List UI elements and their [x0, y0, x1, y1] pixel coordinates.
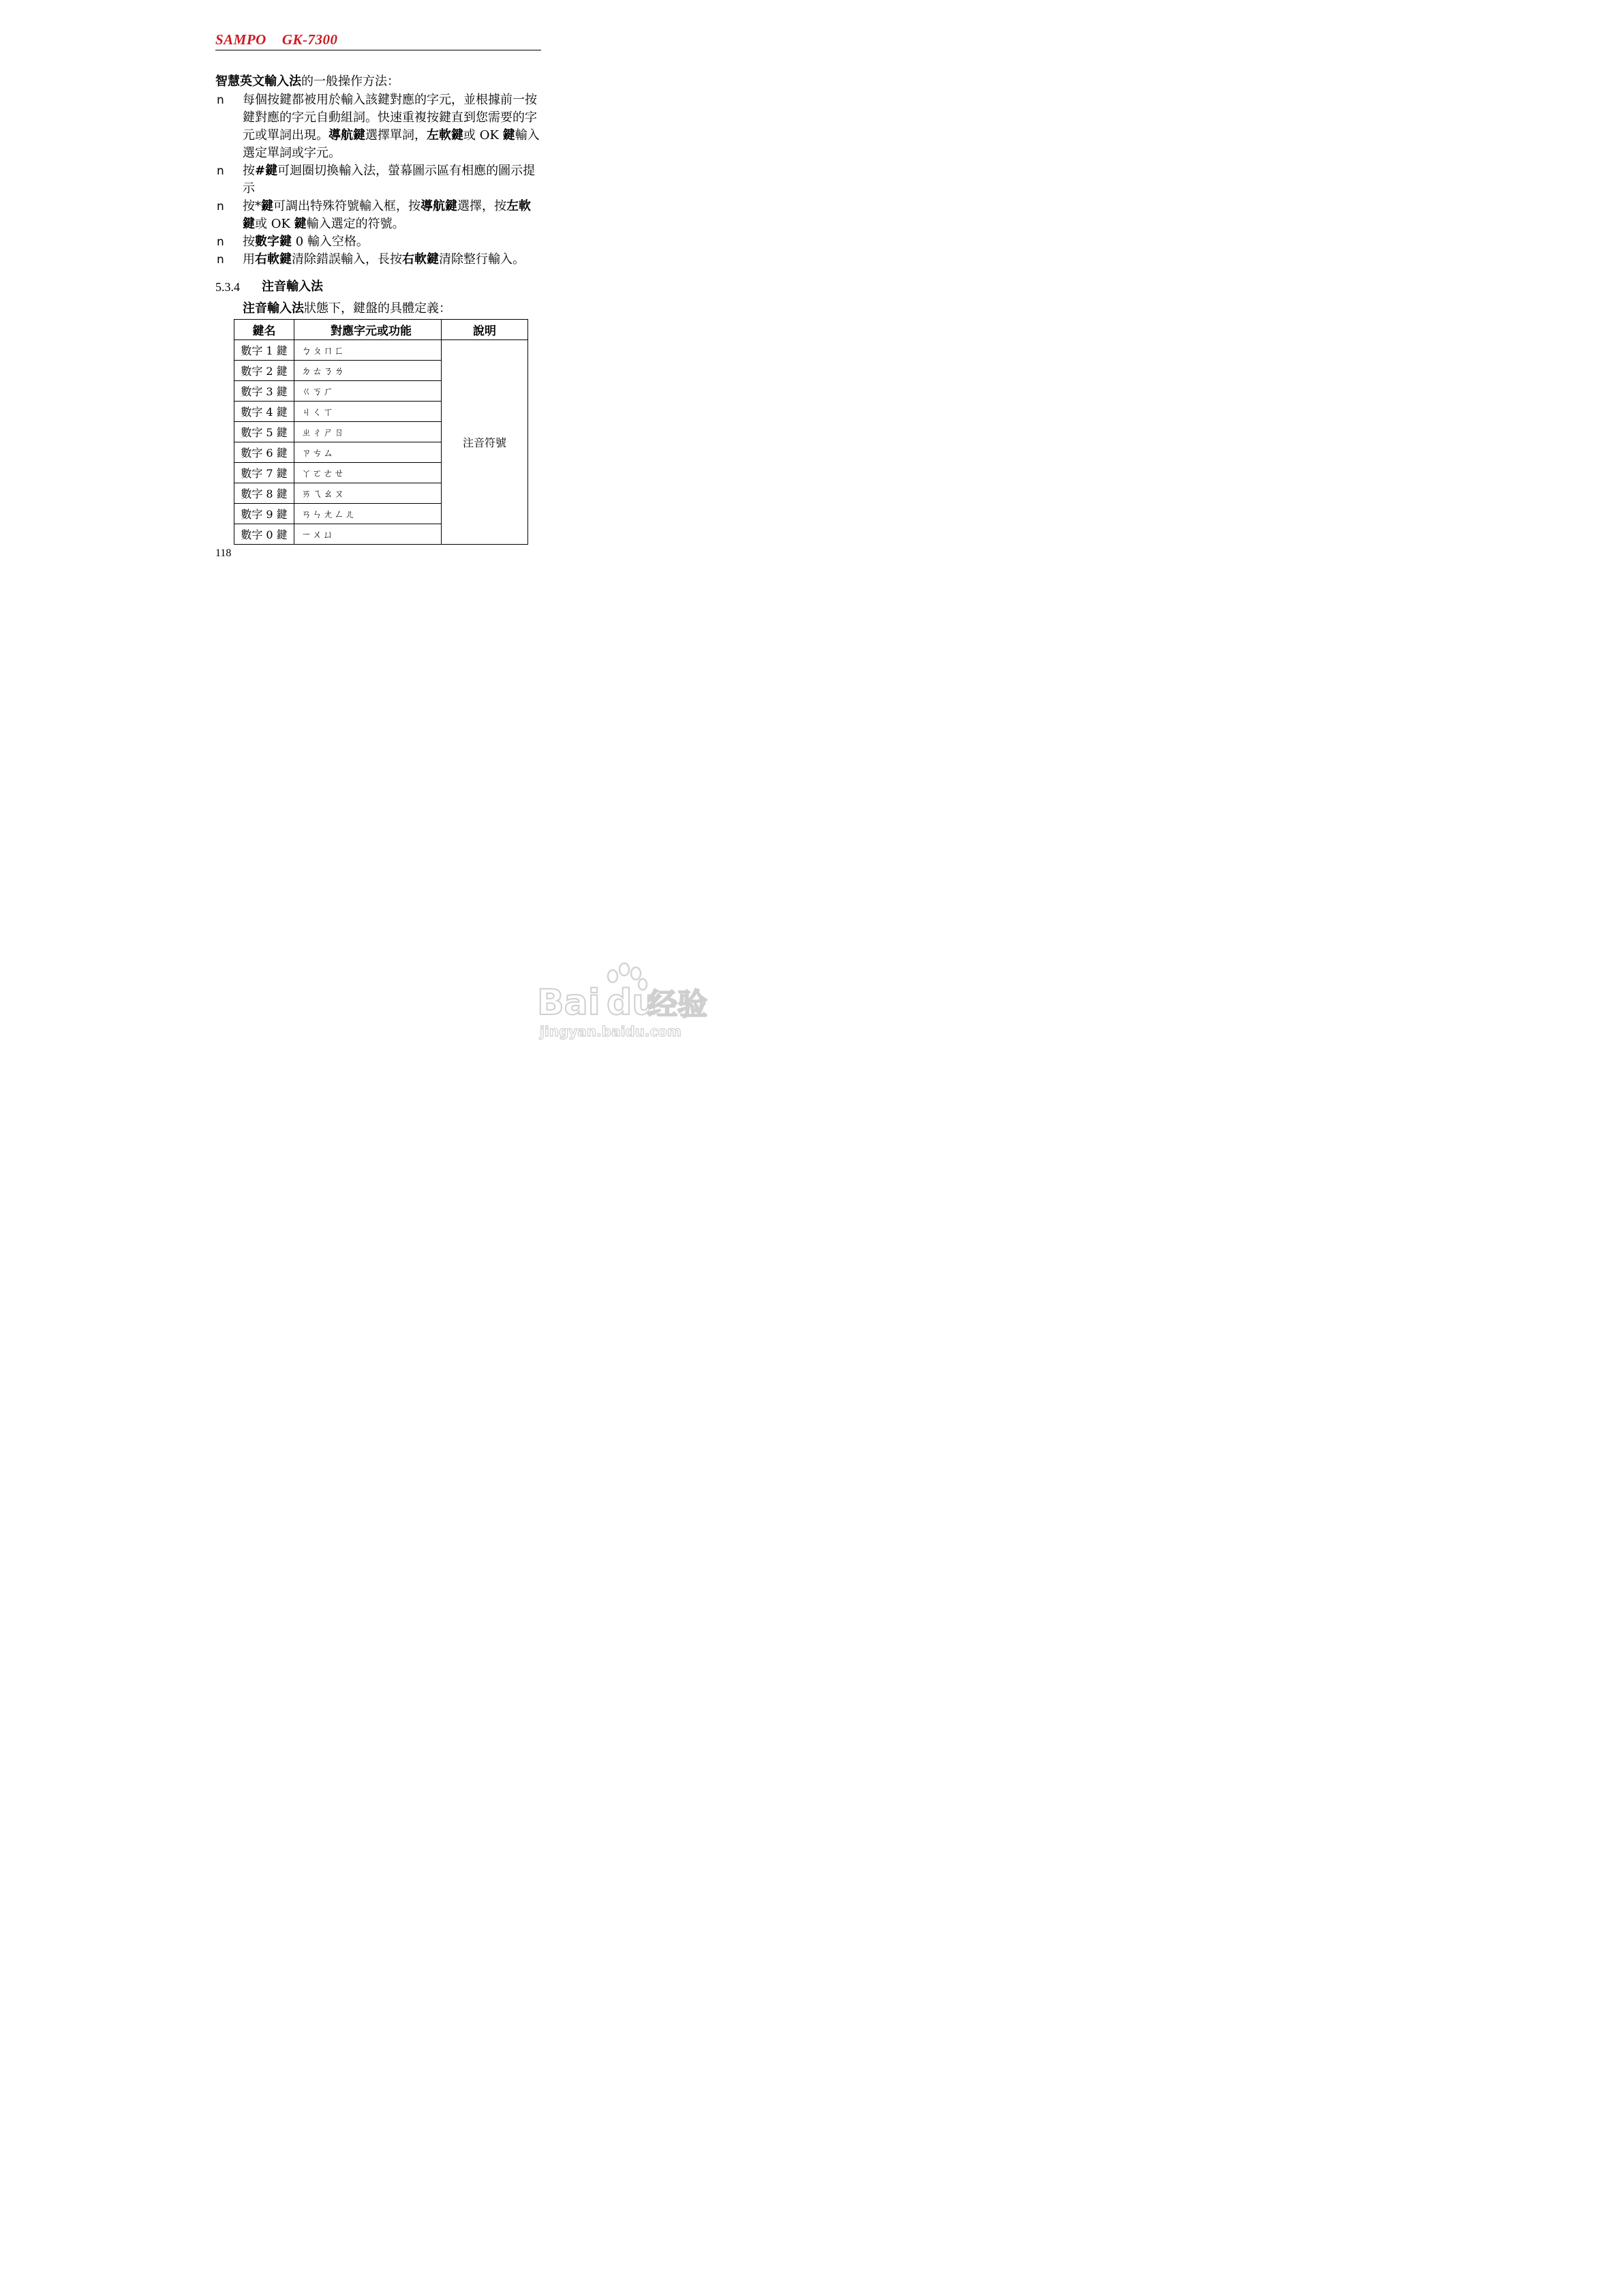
bullet-bold: 右軟鍵 [255, 252, 292, 267]
bullet-text: 0 輸入空格。 [292, 235, 369, 249]
table-intro-bold: 注音輸入法 [243, 301, 304, 316]
key-name-cell: 數字 6 鍵 [234, 442, 294, 463]
chars-cell: ㄅㄆㄇㄈ [294, 340, 442, 361]
bullet-item-5 [215, 251, 541, 269]
bullet-text: 選擇，按 [457, 199, 506, 213]
bullet-bold: 鍵 [261, 199, 273, 213]
bullet-bold: 鍵 [294, 217, 307, 231]
watermark-url: jingyan.baidu.com [540, 1023, 682, 1040]
bullet-text: 或 OK [255, 217, 294, 231]
keypad-table [234, 319, 528, 545]
bullet-text: 或 OK [463, 128, 503, 142]
key-name-cell: 數字 5 鍵 [234, 422, 294, 442]
bullet-text: 選擇單詞， [365, 128, 427, 142]
bullet-text: 按 [243, 235, 255, 249]
chars-cell: ㄗㄘㄙ [294, 442, 442, 463]
bullet-text: 按 [243, 164, 255, 178]
bullet-bold: #鍵 [255, 164, 278, 178]
bullet-text: 按* [243, 199, 261, 213]
section-heading [215, 278, 323, 297]
table-intro-rest: 狀態下，鍵盤的具體定義： [304, 301, 451, 316]
chars-cell: ㄐㄑㄒ [294, 402, 442, 422]
col-header-note: 說明 [442, 320, 528, 340]
bullet-text: 可調出特殊符號輸入框，按 [273, 199, 420, 213]
section-title: 注音輸入法 [262, 280, 323, 294]
bullet-text: 用 [243, 252, 255, 267]
intro-paragraph [215, 73, 399, 91]
bullet-mark: n [217, 253, 224, 267]
bullet-bold: 鍵 [502, 128, 515, 142]
intro-rest: 的一般操作方法： [301, 74, 399, 89]
bullet-bold: 右軟鍵 [402, 252, 439, 267]
bullet-bold: 左軟鍵 [243, 199, 531, 231]
bullet-mark: n [217, 164, 224, 178]
watermark-text-jingyan: 经验 [647, 987, 707, 1022]
bullet-mark: n [217, 93, 224, 107]
bullet-bold: 導航鍵 [328, 128, 365, 142]
note-cell: 注音符號 [442, 340, 528, 545]
key-name-cell: 數字 3 鍵 [234, 381, 294, 402]
chars-cell: ㄞㄟㄠㄡ [294, 483, 442, 504]
col-header-chars: 對應字元或功能 [294, 320, 442, 340]
key-name-cell: 數字 1 鍵 [234, 340, 294, 361]
bullet-bold: 數字鍵 [255, 235, 292, 249]
page-number: 118 [215, 547, 232, 559]
watermark-text-bai: Bai [537, 982, 600, 1023]
bullet-text: 輸入選定的符號。 [306, 217, 405, 231]
intro-bold: 智慧英文輸入法 [215, 74, 301, 89]
table-intro [243, 300, 451, 318]
bullet-bold: 導航鍵 [420, 199, 457, 213]
bullet-mark: n [217, 200, 224, 213]
key-name-cell: 數字 8 鍵 [234, 483, 294, 504]
bullet-text: 輸入選定單詞或字元。 [243, 128, 540, 160]
bullet-text: 清除錯誤輸入，長按 [292, 252, 402, 267]
chars-cell: ㄍㄎㄏ [294, 381, 442, 402]
baidu-watermark-logo [536, 954, 713, 1043]
bullet-mark: n [217, 235, 224, 249]
bullet-item-2 [215, 162, 541, 198]
section-number: 5.3.4 [215, 280, 240, 294]
watermark-text-du: du [607, 982, 658, 1023]
bullet-text: 可迴圈切換輸入法，螢幕圖示區有相應的圖示提示 [243, 164, 536, 196]
table-row [234, 340, 528, 361]
bullet-text: 清除整行輸入。 [439, 252, 525, 267]
bullet-item-4 [215, 233, 541, 251]
key-name-cell: 數字 2 鍵 [234, 361, 294, 381]
chars-cell: ㄢㄣㄤㄥㄦ [294, 504, 442, 524]
key-name-cell: 數字 9 鍵 [234, 504, 294, 524]
key-name-cell: 數字 4 鍵 [234, 402, 294, 422]
bullet-item-3 [215, 198, 541, 233]
chars-cell: ㄧㄨㄩ [294, 524, 442, 545]
key-name-cell: 數字 0 鍵 [234, 524, 294, 545]
chars-cell: ㄚㄛㄜㄝ [294, 463, 442, 483]
header-title: SAMPO GK-7300 [215, 31, 338, 48]
table-header-row [234, 320, 528, 340]
bullet-item-1 [215, 91, 541, 162]
col-header-key: 鍵名 [234, 320, 294, 340]
chars-cell: ㄓㄔㄕㄖ [294, 422, 442, 442]
key-name-cell: 數字 7 鍵 [234, 463, 294, 483]
bullet-bold: 左軟鍵 [427, 128, 463, 142]
bullet-text: 每個按鍵都被用於輸入該鍵對應的字元，並根據前一按鍵對應的字元自動組詞。快速重複按鍵直到您需要的字元或單詞出現。 [243, 93, 537, 142]
chars-cell: ㄉㄊㄋㄌ [294, 361, 442, 381]
